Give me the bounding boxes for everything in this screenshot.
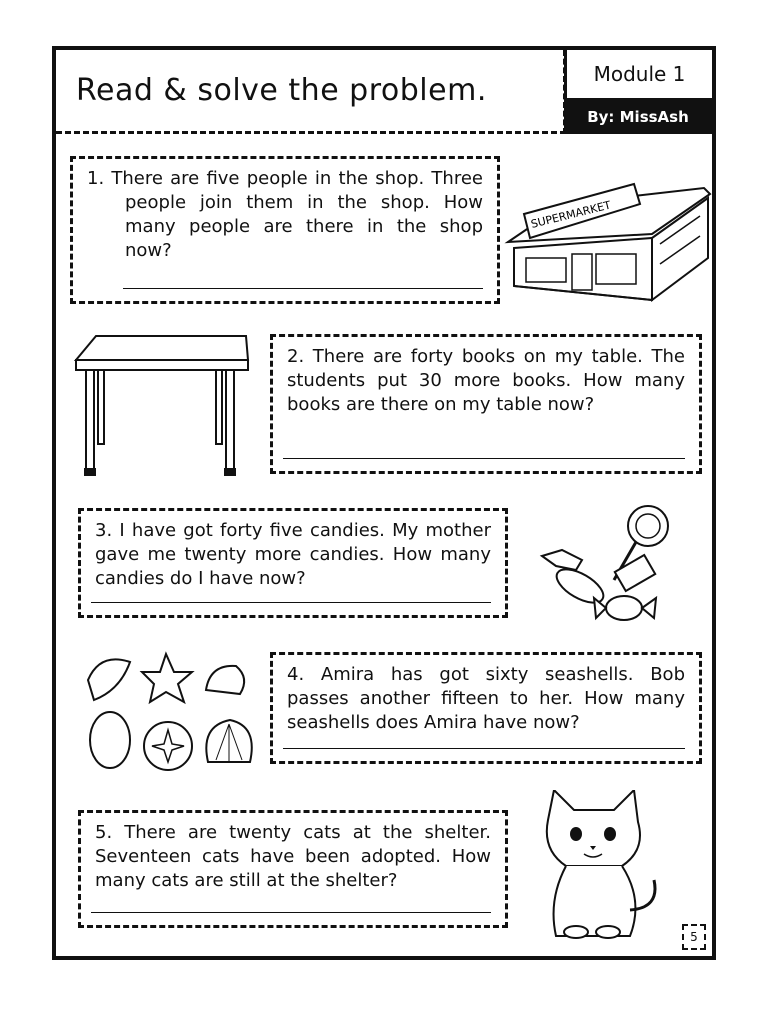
answer-line-5[interactable]	[91, 912, 491, 913]
page-number: 5	[682, 924, 706, 950]
question-5-text: 5. There are twenty cats at the shelter. Seventeen cats have been adopted. How many cats are still at the shelter?	[95, 822, 491, 891]
question-3-text: 3. I have got forty five candies. My mother gave me twenty more candies. How many candies do I have now?	[95, 520, 491, 589]
answer-line-2[interactable]	[283, 458, 685, 459]
module-label: Module 1	[564, 50, 712, 100]
question-3-box	[78, 508, 508, 618]
author-label: By: MissAsh	[564, 100, 712, 134]
question-1-text: 1. There are five people in the shop. Three people join them in the shop. How many people are there in the shop now?	[87, 168, 483, 261]
supermarket-illustration	[504, 154, 714, 304]
question-1-box	[70, 156, 500, 304]
question-2-text: 2. There are forty books on my table. The students put 30 more books. How many books are there on my table now?	[287, 346, 685, 415]
question-4-text: 4. Amira has got sixty seashells. Bob passes another fifteen to her. How many seashells does Amira have now?	[287, 664, 685, 733]
answer-line-1[interactable]	[123, 288, 483, 289]
candy-illustration	[536, 490, 686, 640]
question-2-box	[270, 334, 702, 474]
desk-illustration	[72, 330, 252, 480]
answer-line-3[interactable]	[91, 602, 491, 603]
kitten-illustration	[534, 790, 664, 940]
seashells-illustration	[80, 650, 260, 780]
page-title: Read & solve the problem.	[56, 50, 566, 134]
question-5-box	[78, 810, 508, 928]
worksheet-page	[52, 46, 716, 960]
answer-line-4[interactable]	[283, 748, 685, 749]
question-4-box	[270, 652, 702, 764]
shop-sign-text: SUPERMARKET	[529, 198, 613, 231]
